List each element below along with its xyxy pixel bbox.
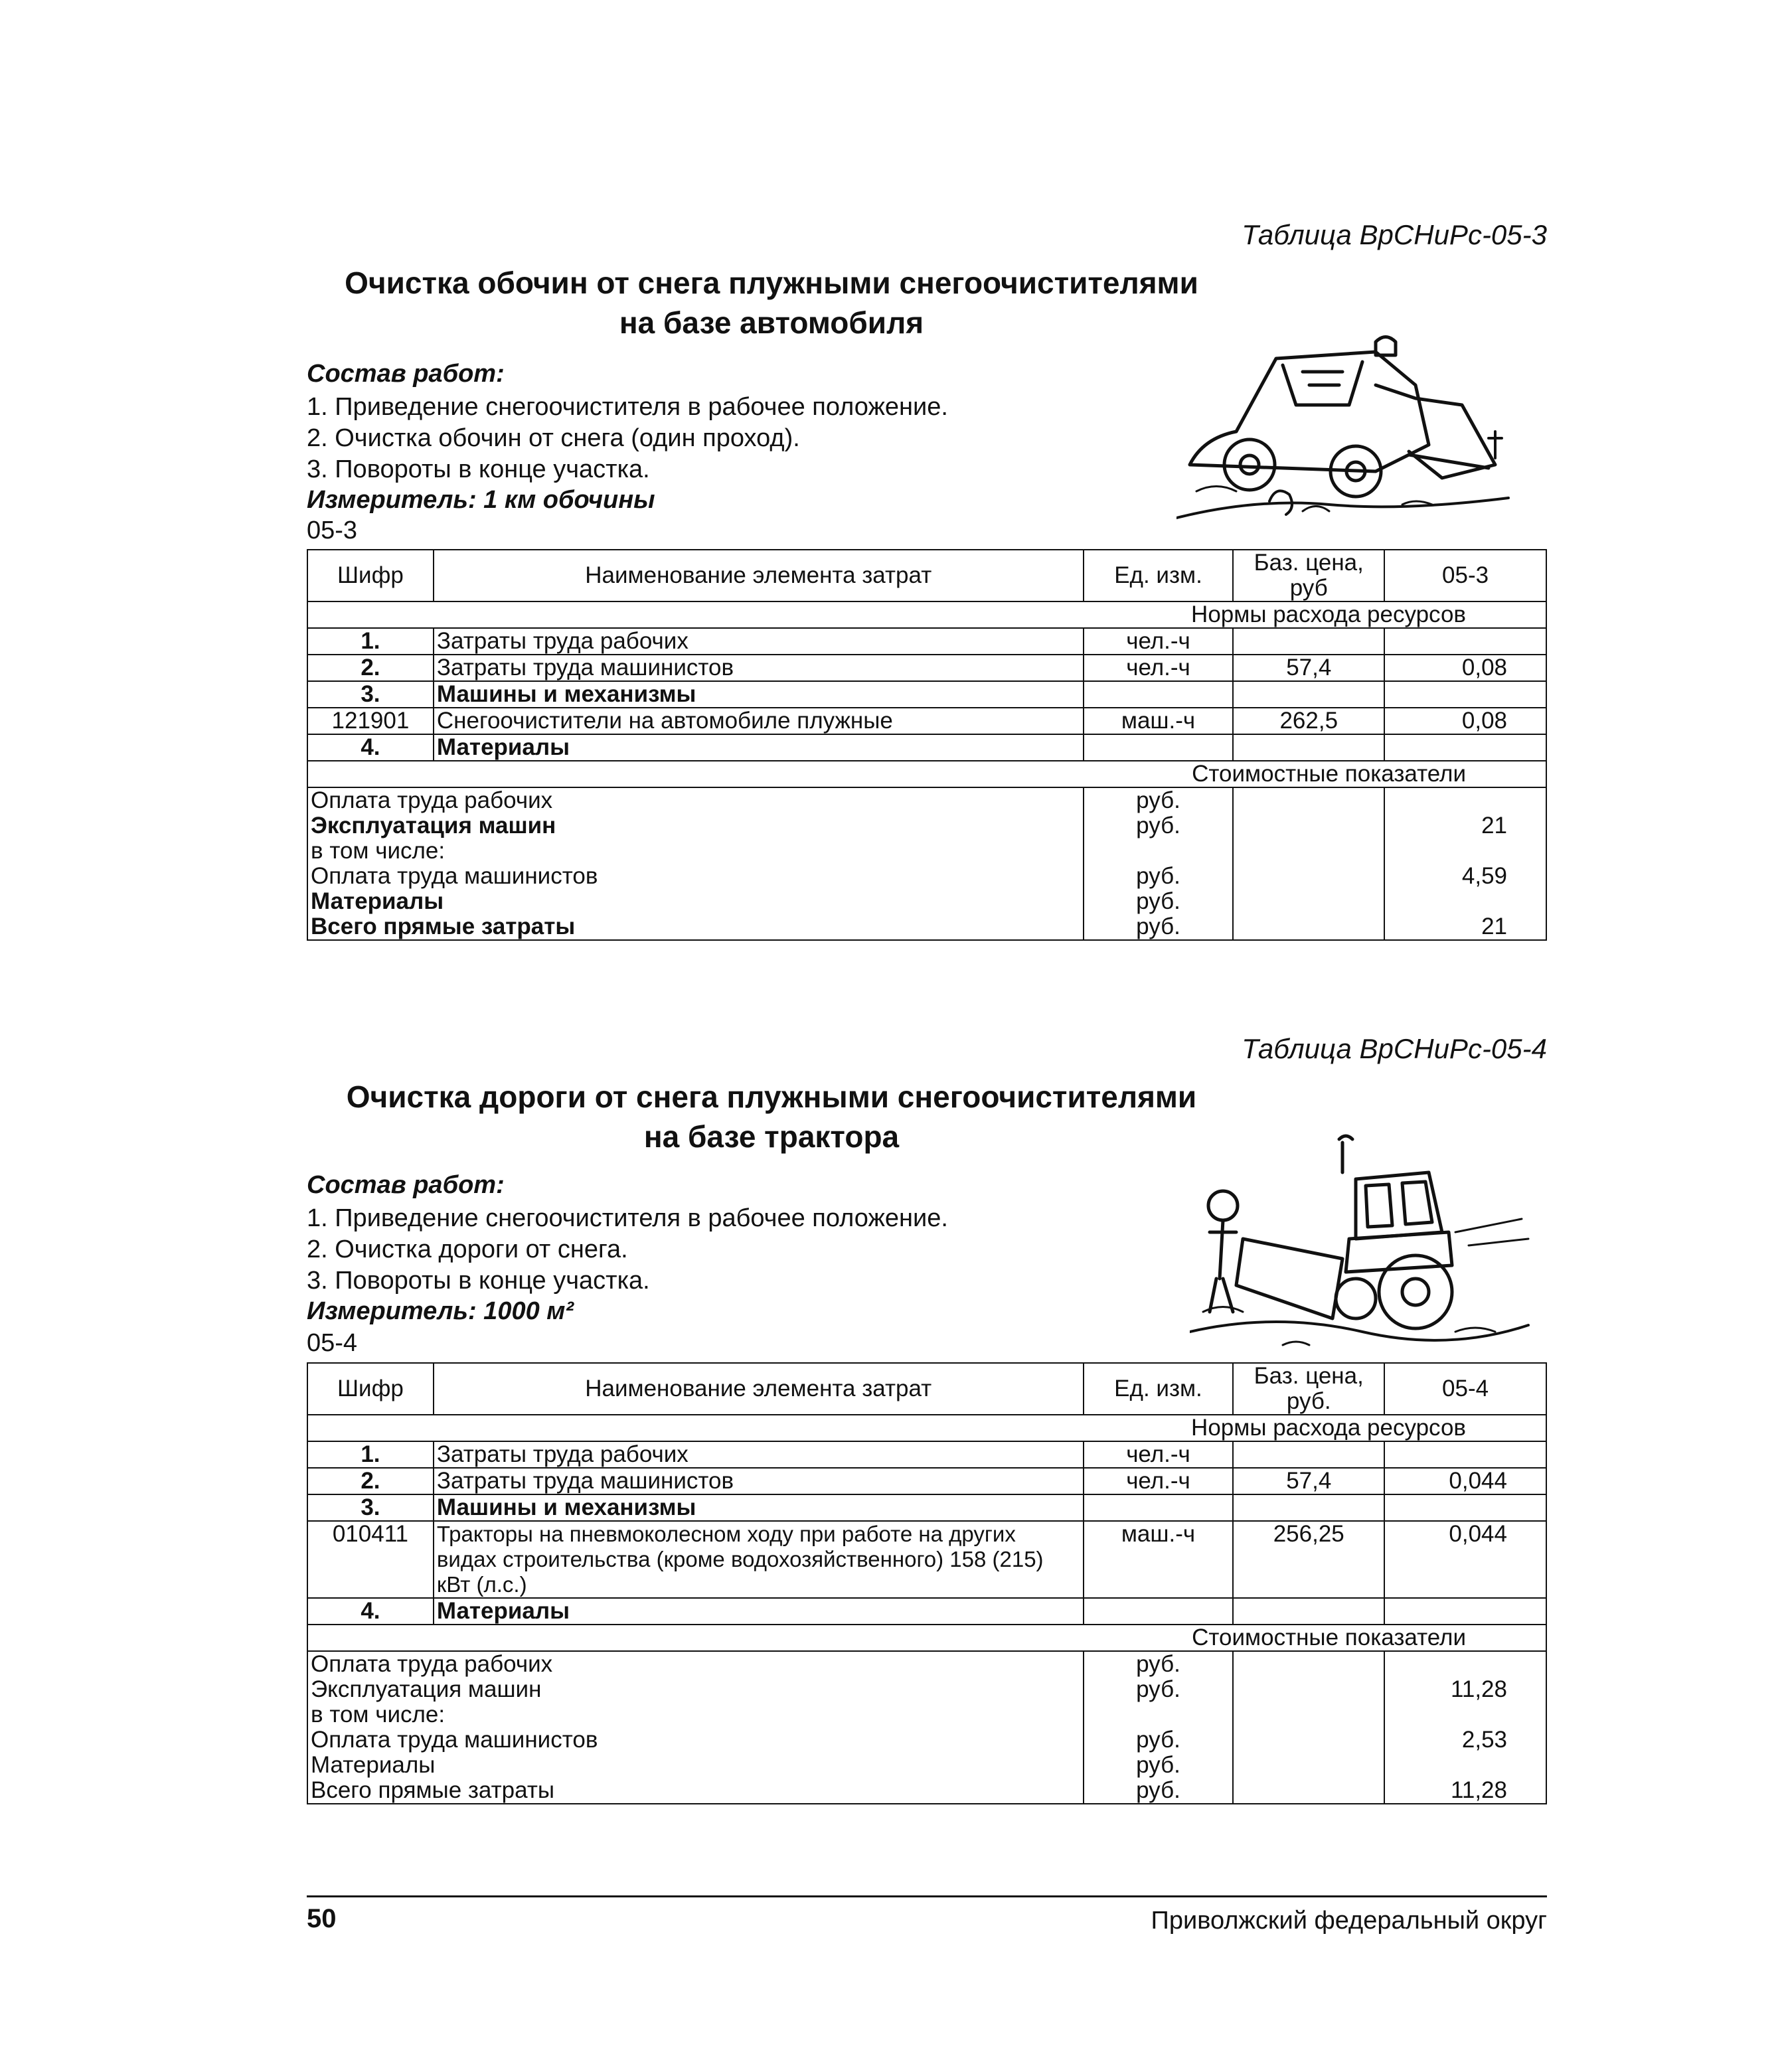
- table-reference: Таблица ВрСНиРс-05-3: [1242, 219, 1547, 250]
- table-section-05-3: [307, 219, 1547, 956]
- cost-row: [307, 1651, 1546, 1677]
- footer-rule: [307, 1895, 1547, 1897]
- cost-value: 21: [1384, 914, 1546, 940]
- row-norm: [1384, 1494, 1546, 1521]
- table-row: [307, 1468, 1546, 1494]
- work-item: 1. Приведение снегоочистителя в рабочее положение.: [307, 1204, 948, 1232]
- row-price: [1233, 681, 1384, 708]
- row-norm: [1384, 1598, 1546, 1625]
- cost-name: Материалы: [307, 1753, 1084, 1778]
- cost-unit: руб.: [1084, 1778, 1234, 1804]
- cost-price: [1233, 914, 1384, 940]
- row-name: Снегоочистители на автомобиле плужные: [434, 708, 1084, 734]
- cost-row: [307, 813, 1546, 838]
- row-norm: [1384, 1441, 1546, 1468]
- cost-price: [1233, 1677, 1384, 1702]
- header-price: Баз. цена, руб: [1233, 550, 1384, 601]
- row-price: [1233, 1441, 1384, 1468]
- row-unit: [1084, 734, 1234, 761]
- row-code: 2.: [307, 1468, 434, 1494]
- row-norm: [1384, 734, 1546, 761]
- row-code: 1.: [307, 628, 434, 655]
- cost-name: в том числе:: [307, 838, 1084, 864]
- cost-unit: руб.: [1084, 864, 1234, 889]
- row-norm: 0,044: [1384, 1521, 1546, 1598]
- cost-name: Эксплуатация машин: [307, 813, 1084, 838]
- table-title: [307, 263, 1236, 343]
- table-header-row: [307, 1363, 1546, 1415]
- row-price: 57,4: [1233, 655, 1384, 681]
- table-title: [307, 1077, 1236, 1156]
- unit-of-measure: Измеритель: 1 км обочины: [307, 486, 655, 514]
- cost-row: [307, 889, 1546, 914]
- row-code: 010411: [307, 1521, 434, 1598]
- cost-value: 11,28: [1384, 1778, 1546, 1804]
- cost-unit: руб.: [1084, 1727, 1234, 1753]
- cost-price: [1233, 1702, 1384, 1727]
- table-row: [307, 681, 1546, 708]
- cost-value: 2,53: [1384, 1727, 1546, 1753]
- row-unit: [1084, 681, 1234, 708]
- work-item: 2. Очистка дороги от снега.: [307, 1235, 628, 1263]
- cost-band: Стоимостные показатели: [307, 1625, 1546, 1651]
- resource-table: [307, 1362, 1547, 1804]
- header-norm: 05-4: [1384, 1363, 1546, 1415]
- header-price: Баз. цена, руб.: [1233, 1363, 1384, 1415]
- cost-name: Всего прямые затраты: [307, 914, 1084, 940]
- work-item: 2. Очистка обочин от снега (один проход).: [307, 424, 800, 452]
- cost-name: Оплата труда рабочих: [307, 787, 1084, 813]
- work-item: 1. Приведение снегоочистителя в рабочее положение.: [307, 393, 948, 421]
- norms-band: Нормы расхода ресурсов: [307, 601, 1546, 628]
- cost-name: в том числе:: [307, 1702, 1084, 1727]
- cost-value: [1384, 1702, 1546, 1727]
- cost-price: [1233, 813, 1384, 838]
- row-price: 256,25: [1233, 1521, 1384, 1598]
- cost-value: [1384, 838, 1546, 864]
- cost-value: 4,59: [1384, 864, 1546, 889]
- row-price: [1233, 734, 1384, 761]
- cost-price: [1233, 1651, 1384, 1677]
- cost-unit: руб.: [1084, 1753, 1234, 1778]
- row-unit: маш.-ч: [1084, 708, 1234, 734]
- row-name: Затраты труда рабочих: [434, 628, 1084, 655]
- cost-band: Стоимостные показатели: [307, 761, 1546, 787]
- cost-value: [1384, 1753, 1546, 1778]
- row-norm: [1384, 628, 1546, 655]
- row-name: Затраты труда рабочих: [434, 1441, 1084, 1468]
- cost-row: [307, 1778, 1546, 1804]
- table-reference: Таблица ВрСНиРс-05-4: [1242, 1033, 1547, 1064]
- footer-region: Приволжский федеральный округ: [1151, 1907, 1547, 1935]
- cost-name: Всего прямые затраты: [307, 1778, 1084, 1804]
- cost-value: [1384, 1651, 1546, 1677]
- table-section-05-4: [307, 1033, 1547, 1830]
- row-name: Материалы: [434, 1598, 1084, 1625]
- cost-value: 11,28: [1384, 1677, 1546, 1702]
- cost-price: [1233, 864, 1384, 889]
- row-price: 57,4: [1233, 1468, 1384, 1494]
- cost-unit: руб.: [1084, 813, 1234, 838]
- row-code: 4.: [307, 734, 434, 761]
- table-row: [307, 734, 1546, 761]
- row-price: [1233, 628, 1384, 655]
- cost-price: [1233, 838, 1384, 864]
- header-code: Шифр: [307, 550, 434, 601]
- row-norm: 0,044: [1384, 1468, 1546, 1494]
- resource-table: [307, 549, 1547, 941]
- cost-price: [1233, 787, 1384, 813]
- cost-value: [1384, 889, 1546, 914]
- cost-price: [1233, 1753, 1384, 1778]
- table-code: 05-4: [307, 1329, 358, 1357]
- cost-price: [1233, 889, 1384, 914]
- cost-unit: руб.: [1084, 914, 1234, 940]
- norms-band-row: [307, 601, 1546, 628]
- row-unit: чел.-ч: [1084, 1441, 1234, 1468]
- cost-row: [307, 787, 1546, 813]
- table-row: [307, 628, 1546, 655]
- cost-row: [307, 914, 1546, 940]
- page-number: 50: [307, 1904, 337, 1933]
- cost-price: [1233, 1778, 1384, 1804]
- table-row: [307, 1494, 1546, 1521]
- cost-unit: руб.: [1084, 1651, 1234, 1677]
- header-code: Шифр: [307, 1363, 434, 1415]
- norms-band: Нормы расхода ресурсов: [307, 1415, 1546, 1441]
- cost-unit: руб.: [1084, 787, 1234, 813]
- row-norm: 0,08: [1384, 708, 1546, 734]
- cost-unit: [1084, 838, 1234, 864]
- table-row: [307, 655, 1546, 681]
- header-name: Наименование элемента затрат: [434, 1363, 1084, 1415]
- title-line-2: на базе трактора: [643, 1119, 900, 1154]
- row-name: Затраты труда машинистов: [434, 1468, 1084, 1494]
- row-unit: маш.-ч: [1084, 1521, 1234, 1598]
- row-code: 3.: [307, 1494, 434, 1521]
- table-row: [307, 708, 1546, 734]
- snowplow-truck-illustration: [1176, 332, 1522, 531]
- row-code: 4.: [307, 1598, 434, 1625]
- cost-unit: [1084, 1702, 1234, 1727]
- header-name: Наименование элемента затрат: [434, 550, 1084, 601]
- header-unit: Ед. изм.: [1084, 550, 1234, 601]
- work-composition-heading: Состав работ:: [307, 1171, 505, 1199]
- cost-row: [307, 838, 1546, 864]
- row-code: 3.: [307, 681, 434, 708]
- cost-unit: руб.: [1084, 889, 1234, 914]
- cost-price: [1233, 1727, 1384, 1753]
- row-name: Материалы: [434, 734, 1084, 761]
- row-price: 262,5: [1233, 708, 1384, 734]
- row-code: 1.: [307, 1441, 434, 1468]
- table-row: [307, 1598, 1546, 1625]
- row-price: [1233, 1598, 1384, 1625]
- title-line-2: на базе автомобиля: [619, 305, 924, 340]
- cost-name: Оплата труда рабочих: [307, 1651, 1084, 1677]
- work-list: [307, 392, 948, 485]
- snowplow-tractor-illustration: [1190, 1133, 1535, 1358]
- cost-row: [307, 1702, 1546, 1727]
- row-name: Машины и механизмы: [434, 681, 1084, 708]
- unit-of-measure: Измеритель: 1000 м²: [307, 1297, 574, 1325]
- cost-row: [307, 1727, 1546, 1753]
- work-composition-heading: Состав работ:: [307, 360, 505, 388]
- row-unit: чел.-ч: [1084, 655, 1234, 681]
- table-row: [307, 1441, 1546, 1468]
- header-norm: 05-3: [1384, 550, 1546, 601]
- cost-row: [307, 864, 1546, 889]
- cost-name: Материалы: [307, 889, 1084, 914]
- header-unit: Ед. изм.: [1084, 1363, 1234, 1415]
- cost-band-row: [307, 761, 1546, 787]
- row-unit: чел.-ч: [1084, 1468, 1234, 1494]
- work-list: [307, 1203, 948, 1297]
- work-item: 3. Повороты в конце участка.: [307, 1267, 650, 1295]
- row-price: [1233, 1494, 1384, 1521]
- cost-row: [307, 1753, 1546, 1778]
- cost-name: Эксплуатация машин: [307, 1677, 1084, 1702]
- cost-unit: руб.: [1084, 1677, 1234, 1702]
- row-code: 2.: [307, 655, 434, 681]
- cost-value: [1384, 787, 1546, 813]
- row-name: Тракторы на пневмоколесном ходу при работе на других видах строительства (кроме водохозяйственного) 158 (215) кВт (л.с.): [434, 1521, 1084, 1598]
- table-header-row: [307, 550, 1546, 601]
- cost-name: Оплата труда машинистов: [307, 1727, 1084, 1753]
- row-code: 121901: [307, 708, 434, 734]
- row-norm: [1384, 681, 1546, 708]
- cost-row: [307, 1677, 1546, 1702]
- work-item: 3. Повороты в конце участка.: [307, 455, 650, 483]
- table-code: 05-3: [307, 517, 358, 544]
- title-line-1: Очистка дороги от снега плужными снегоочистителями: [346, 1079, 1197, 1114]
- row-unit: чел.-ч: [1084, 628, 1234, 655]
- row-name: Машины и механизмы: [434, 1494, 1084, 1521]
- cost-band-row: [307, 1625, 1546, 1651]
- norms-band-row: [307, 1415, 1546, 1441]
- cost-name: Оплата труда машинистов: [307, 864, 1084, 889]
- row-norm: 0,08: [1384, 655, 1546, 681]
- row-unit: [1084, 1598, 1234, 1625]
- row-unit: [1084, 1494, 1234, 1521]
- title-line-1: Очистка обочин от снега плужными снегоочистителями: [345, 266, 1198, 300]
- row-name: Затраты труда машинистов: [434, 655, 1084, 681]
- cost-value: 21: [1384, 813, 1546, 838]
- table-row: [307, 1521, 1546, 1598]
